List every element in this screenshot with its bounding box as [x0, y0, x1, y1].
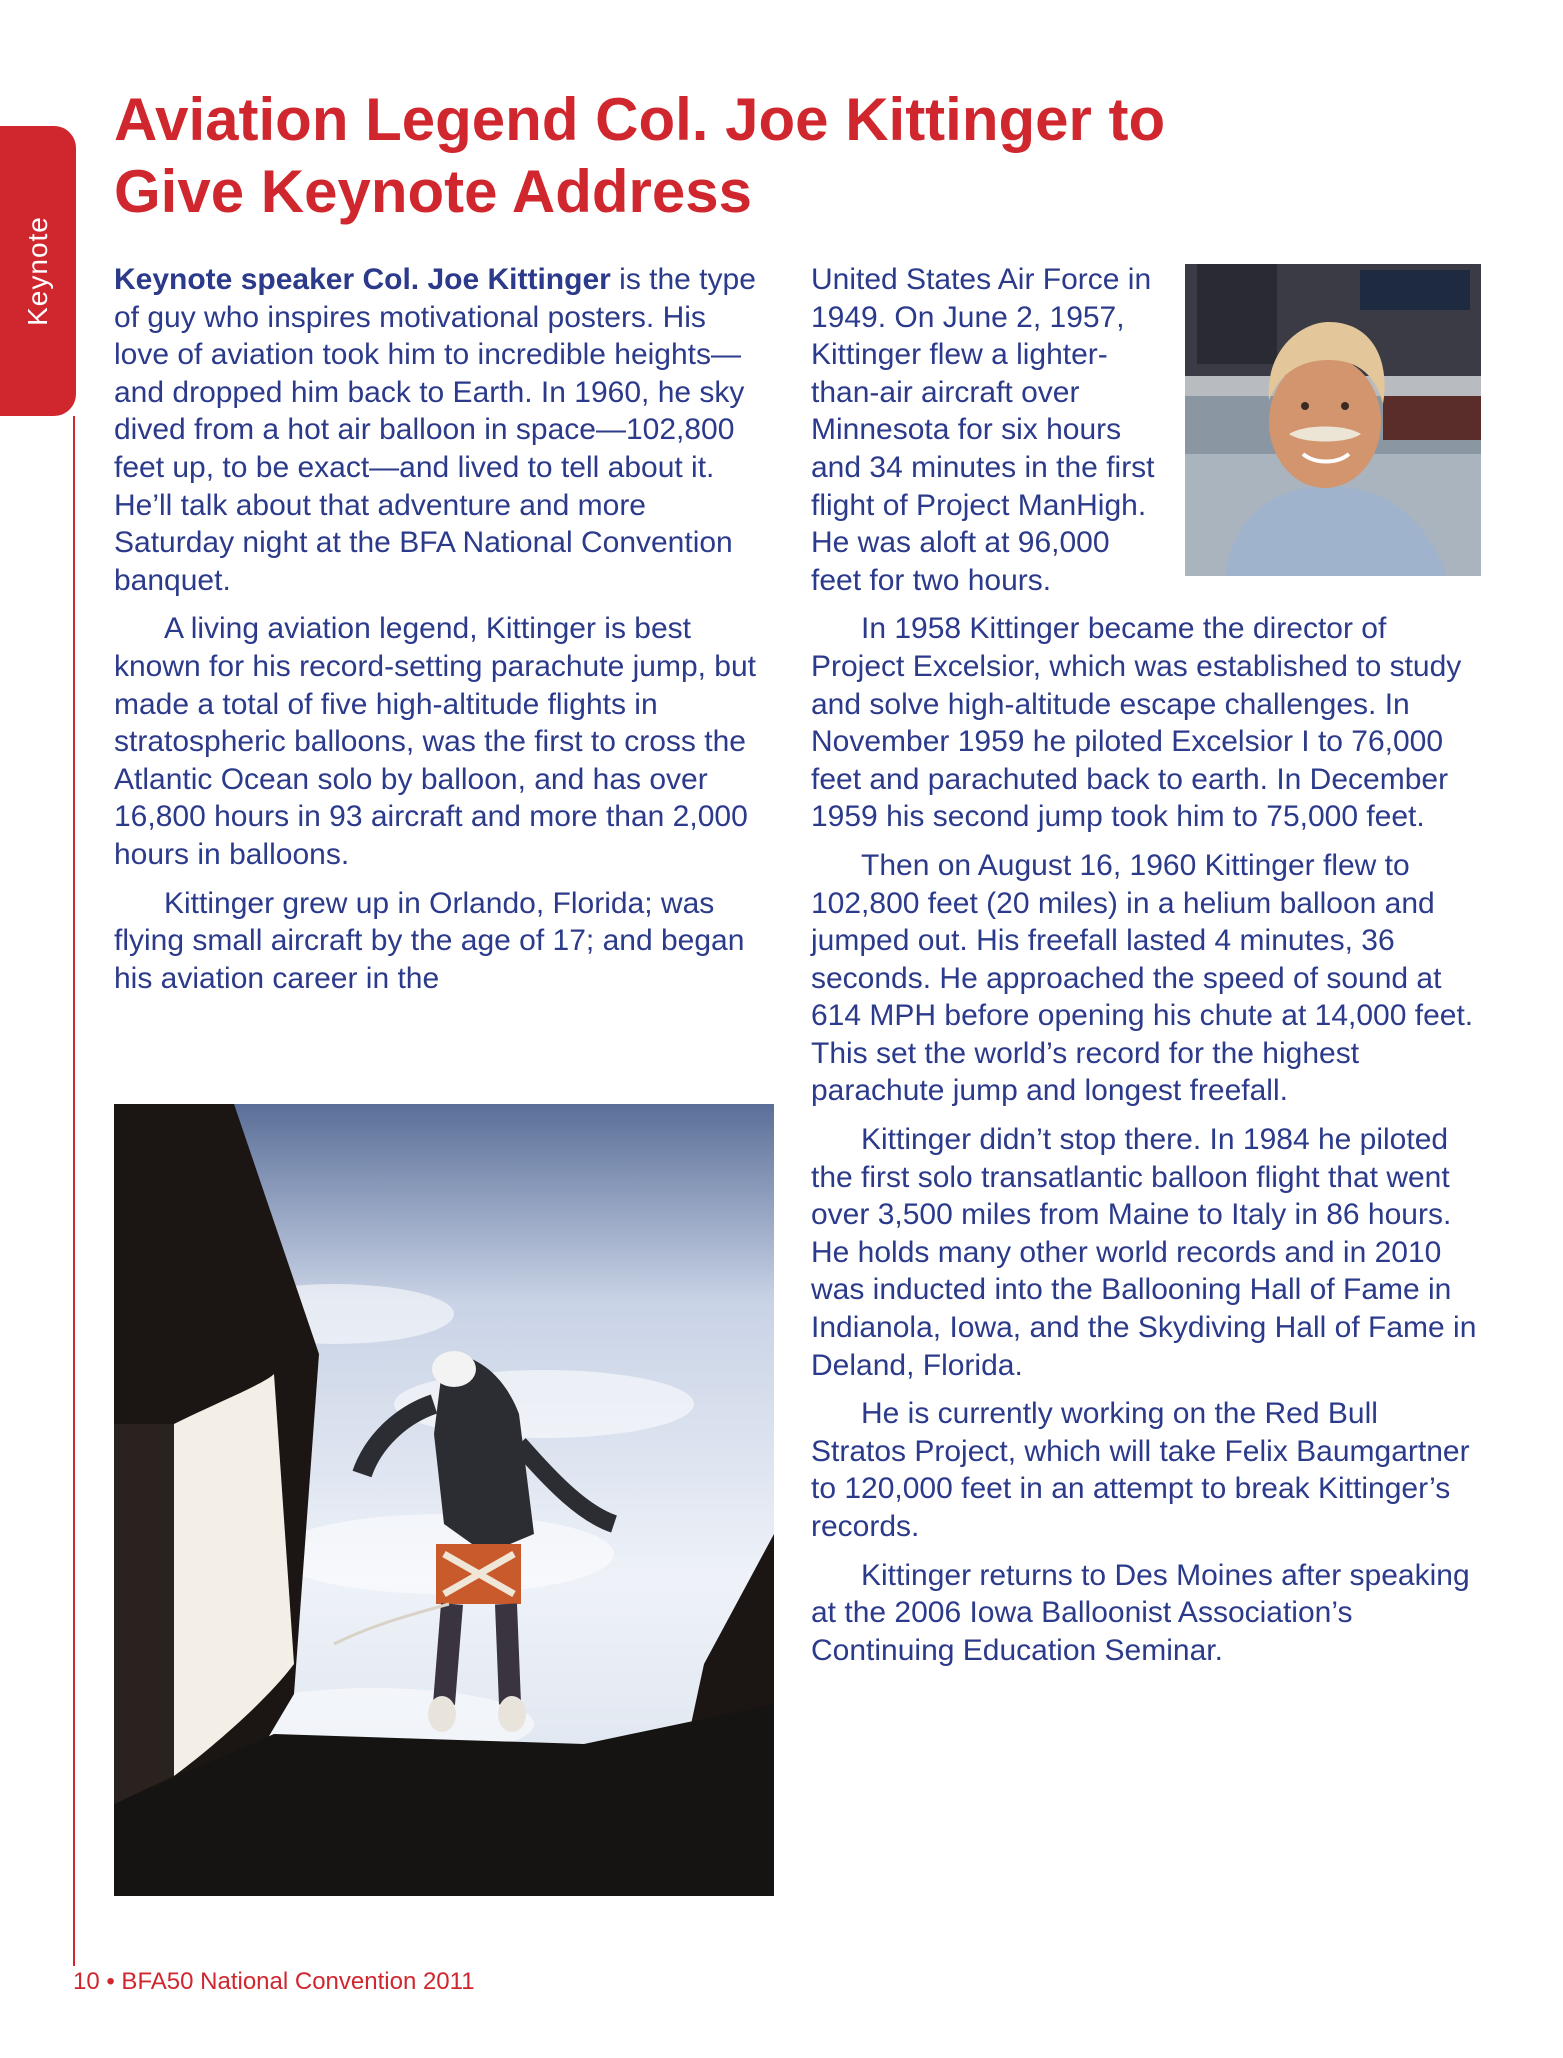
portrait-photo — [1185, 264, 1481, 576]
lead-in: Keynote speaker Col. Joe Kittinger — [114, 263, 611, 296]
article-column-left — [114, 261, 764, 1008]
paragraph: Then on August 16, 1960 Kittinger flew to 102,800 feet (20 miles) in a helium balloon and jumped out. His freefall lasted 4 minutes, 36 seconds. He approached the speed of sound at 614 MPH before opening his chute at 14,000 feet. This set the world’s record for the highest parachute jump and longest freefall. — [811, 848, 1474, 1108]
paragraph: Kittinger returns to Des Moines after speaking at the 2006 Iowa Balloonist Association’s Continuing Education Seminar. — [811, 1558, 1470, 1667]
paragraph: In 1958 Kittinger became the director of Project Excelsior, which was established to study and solve high-altitude escape challenges. In November 1959 he piloted Excelsior I to 76,000 feet and parachuted back to earth. In December 1959 his second jump took him to 75,000 feet. — [811, 612, 1462, 834]
paragraph: United States Air Force in 1949. On June 2, 1957, Kittinger flew a lighter-than-air aircraft over Minnesota for six hours and 34 minutes in the first flight of Project ManHigh. He was aloft at 96,000 feet for two hours. — [811, 263, 1155, 597]
paragraph: Kittinger grew up in Orlando, Florida; was flying small aircraft by the age of 17; and began his aviation career in the — [114, 886, 745, 995]
page-title: Aviation Legend Col. Joe Kittinger to Give Keynote Address — [114, 86, 1166, 225]
paragraph: He is currently working on the Red Bull Stratos Project, which will take Felix Baumgartner to 120,000 feet in an attempt to break Kittinger’s records. — [811, 1397, 1470, 1543]
parachute-jump-photo — [114, 1104, 774, 1896]
margin-rule — [73, 416, 75, 1966]
jump-illustration — [114, 1104, 774, 1896]
intro-text: is the type of guy who inspires motivational posters. His love of aviation took him to incredible heights—and dropped him back to Earth. In 1960, he sky dived from a hot air balloon in space—102,800 feet up, to be exact—and lived to tell about it. He’ll talk about that adventure and more Saturday night at the BFA National Convention banquet. — [114, 263, 756, 597]
page-footer: 10 • BFA50 National Convention 2011 — [73, 1968, 475, 1995]
paragraph: A living aviation legend, Kittinger is best known for his record-setting parachute jump, but made a total of five high-altitude flights in stratospheric balloons, was the first to cross the Atlantic Ocean solo by balloon, and has over 16,800 hours in 93 aircraft and more than 2,000 hours in balloons. — [114, 612, 756, 871]
article-column-right — [811, 261, 1481, 1680]
paragraph-intro — [114, 261, 764, 599]
section-tab — [0, 126, 76, 416]
section-tab-label: Keynote — [22, 216, 53, 326]
paragraph: Kittinger didn’t stop there. In 1984 he piloted the first solo transatlantic balloon flight that went over 3,500 miles from Maine to Italy in 86 hours. He holds many other world records and in 2010 was inducted into the Ballooning Hall of Fame in Indianola, Iowa, and the Skydiving Hall of Fame in Deland, Florida. — [811, 1123, 1477, 1382]
portrait-illustration — [1185, 264, 1481, 576]
